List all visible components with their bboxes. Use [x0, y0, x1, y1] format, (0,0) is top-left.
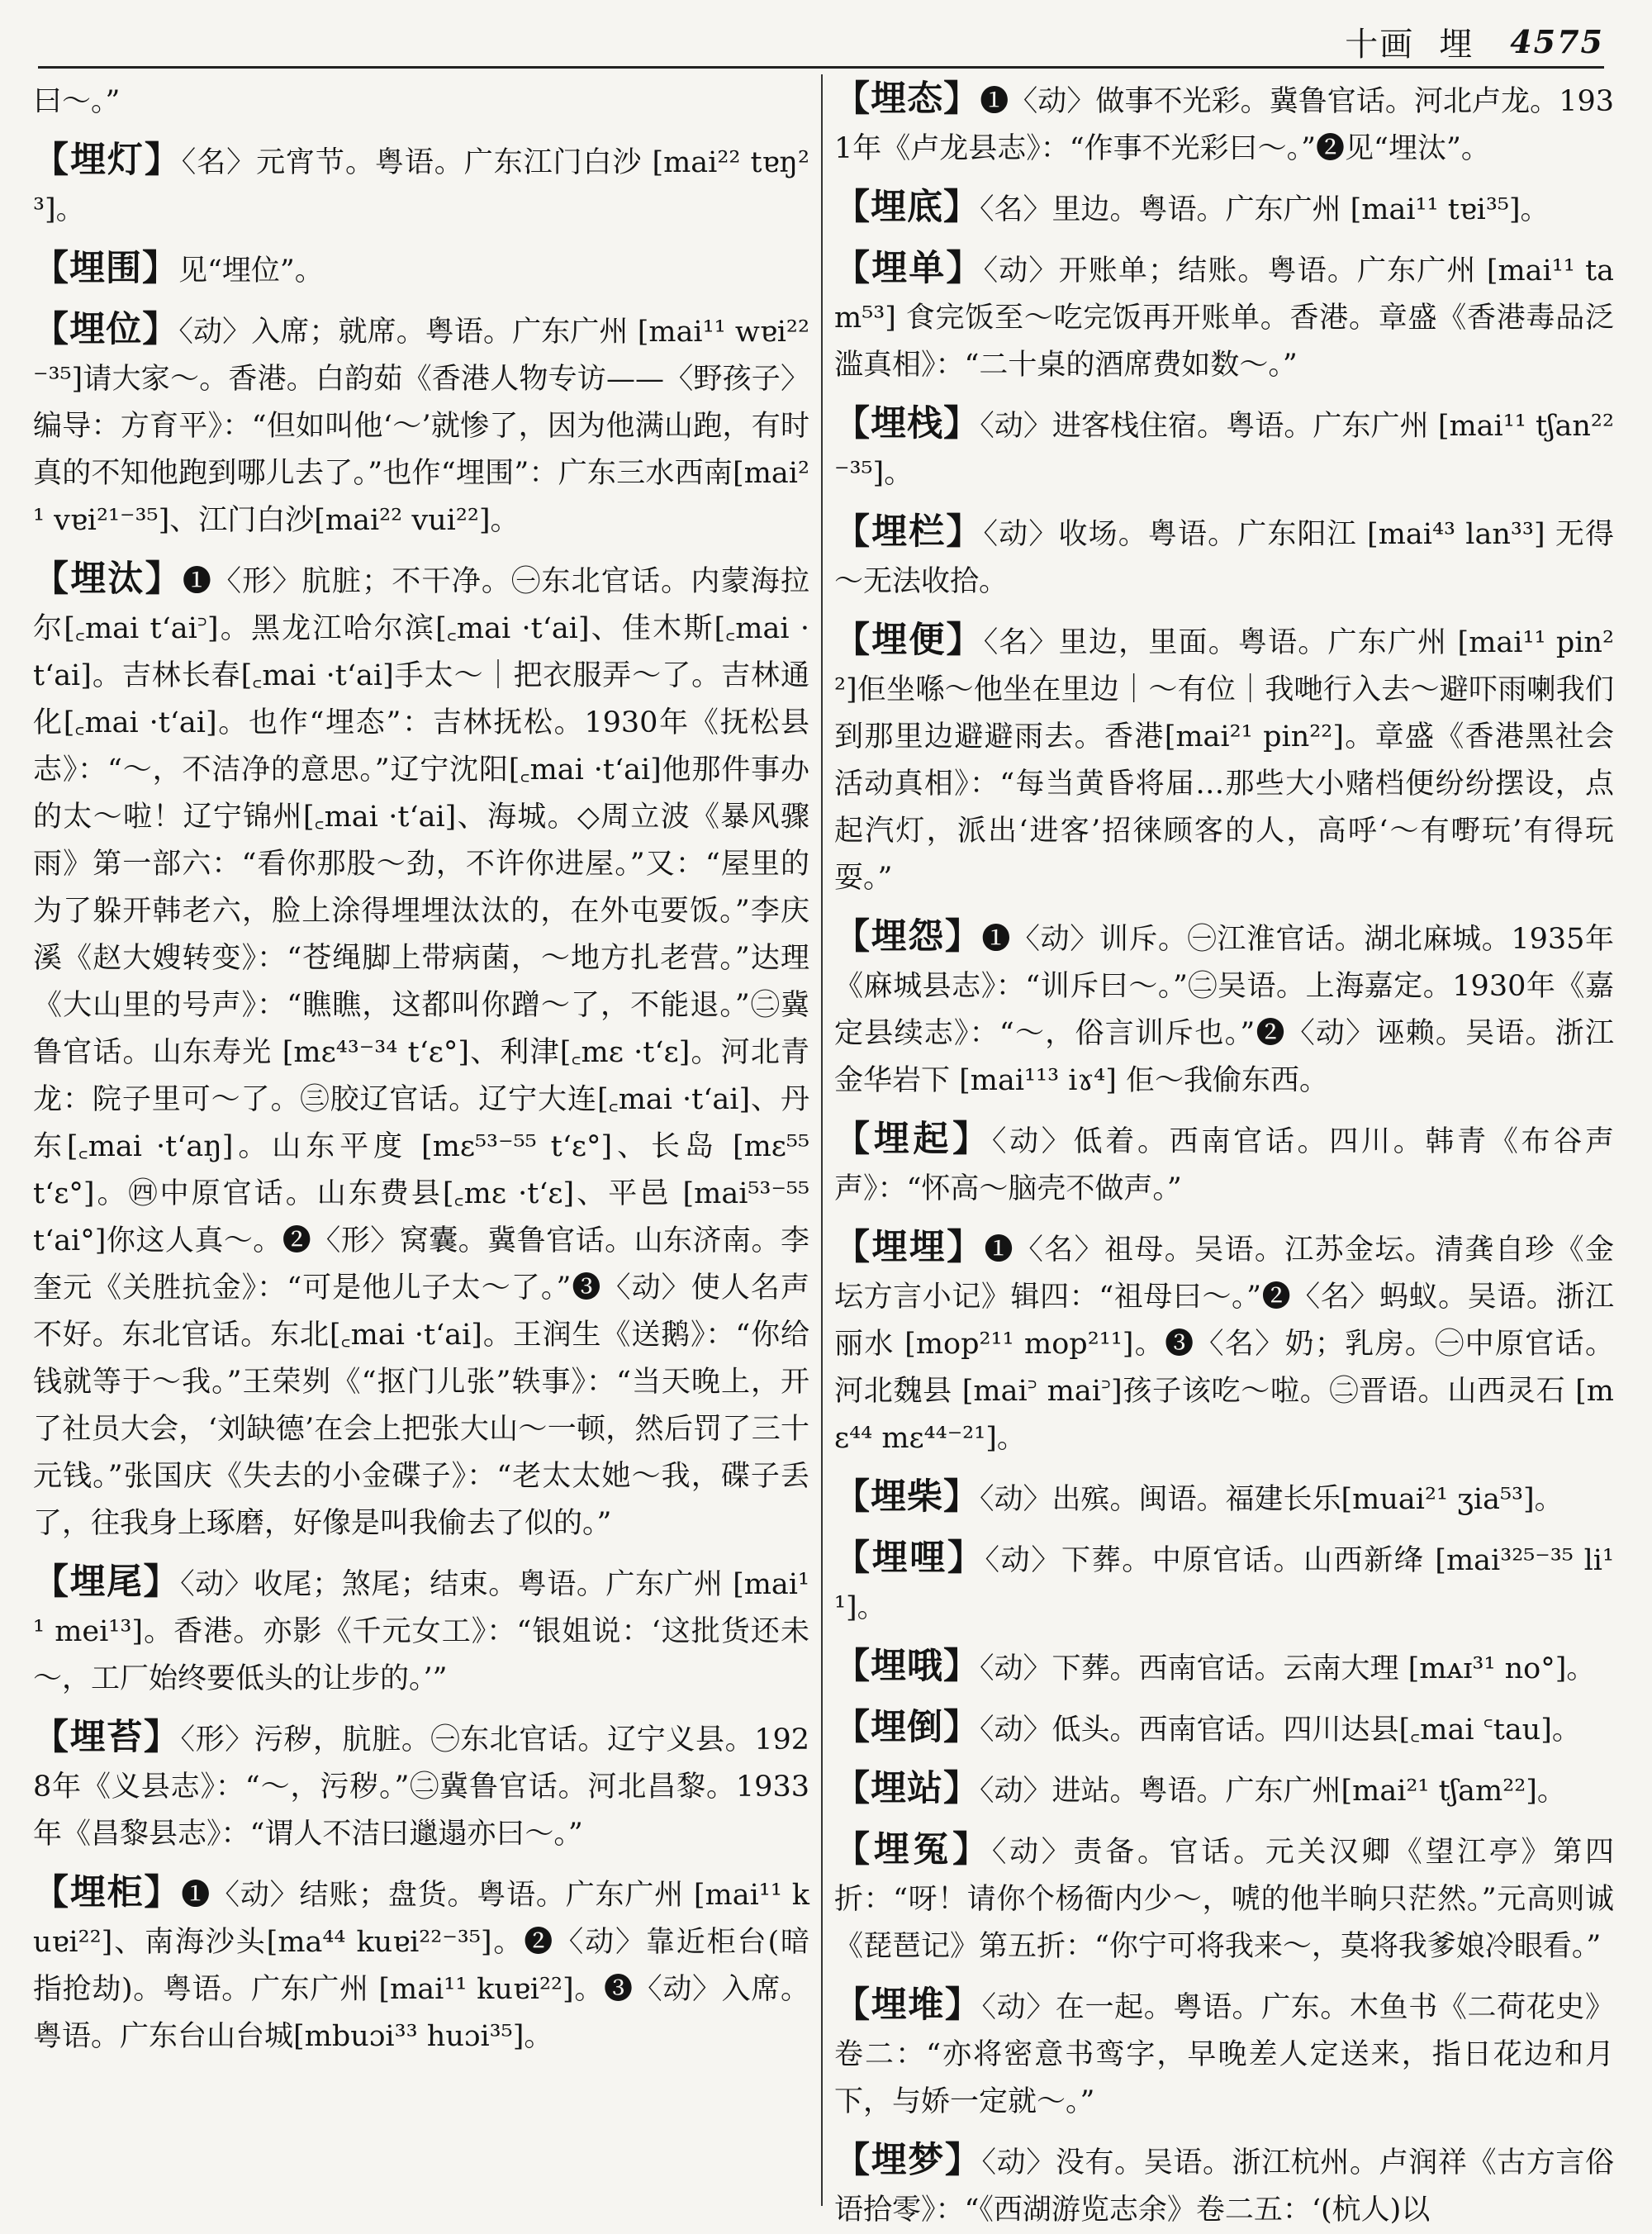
definition: 〈动〉进客栈住宿。粤语。广东广州 [mai¹¹ tʃan²²⁻³⁵]。: [834, 410, 1614, 490]
dictionary-entry: [33, 245, 809, 295]
headword: 【埋底】: [834, 187, 980, 228]
headword: 【埋怨】: [834, 916, 982, 958]
definition: 〈名〉里边。粤语。广东广州 [mai¹¹ tɐi³⁵]。: [980, 193, 1550, 226]
dictionary-entry: [33, 76, 809, 126]
page-number: 4575: [1510, 22, 1604, 60]
headword: 【埋态】: [834, 78, 980, 120]
dictionary-entry: [33, 137, 809, 234]
definition: 〈形〉污秽，肮脏。㊀东北官话。辽宁义县。1928年《义县志》：“～，污秽。”㊁冀鲁官话。河北昌黎。1933年《昌黎县志》：“谓人不洁曰邋遢亦曰～。”: [33, 1723, 809, 1851]
dictionary-entry: [834, 2137, 1614, 2234]
definition: 〈动〉收尾；煞尾；结束。粤语。广东广州 [mai¹¹ mei¹³]。香港。亦影《千元女工》：“银姐说：‘这批货还未～，工厂始终要低头的让步的。’”: [33, 1568, 810, 1695]
headword: 【埋位】: [33, 309, 179, 350]
headword: 【埋堆】: [834, 1984, 982, 2026]
dictionary-entry: [834, 1827, 1614, 1970]
headword: 【埋站】: [834, 1768, 980, 1809]
header-character: 埋: [1439, 25, 1474, 64]
dictionary-entry: [33, 1559, 809, 1703]
definition: 〈动〉下葬。中原官话。山西新绛 [mai³²⁵⁻³⁵ li¹¹]。: [834, 1544, 1615, 1624]
definition: 〈动〉没有。吴语。浙江杭州。卢润祥《古方言俗语拾零》：“《西湖游览志余》卷二五：‘(杭人)以: [834, 2146, 1614, 2227]
definition: ❶〈动〉做事不光彩。冀鲁官话。河北卢龙。1931年《卢龙县志》：“作事不光彩曰～。”❷见“埋汰”。: [834, 85, 1614, 165]
dictionary-entry: [834, 401, 1614, 497]
definition: ❶〈动〉结账；盘货。粤语。广东广州 [mai¹¹ kuɐi²²]、南海沙头[ma⁴⁴ kuɐi²²⁻³⁵]。❷〈动〉靠近柜台(暗指抢劫)。粤语。广东广州 [mai¹¹ kuɐi²²]。❸〈动〉入席。粤语。广东台山台城[mbuɔi³³ huɔi³⁵]。: [33, 1879, 809, 2053]
definition: 〈动〉入席；就席。粤语。广东广州 [mai¹¹ wɐi²²⁻³⁵]请大家～。香港。白韵茹《香港人物专访——〈野孩子〉编导：方育平》：“但如叫他‘～’就惨了，因为他满山跑，有时真的不知他跑到哪儿去了。”也作“埋围”：广东三水西南[mai²¹ vɐi²¹⁻³⁵]、江门白沙[mai²² vui²²]。: [33, 316, 809, 537]
dictionary-entry: [834, 1535, 1614, 1632]
right-column: [834, 76, 1615, 2227]
definition: 〈动〉开账单；结账。粤语。广东广州 [mai¹¹ tam⁵³] 食完饭至～吃完饭再开账单。香港。章盛《香港毒品泛滥真相》：“二十桌的酒席费如数～。”: [834, 254, 1615, 382]
definition: 〈动〉在一起。粤语。广东。木鱼书《二荷花史》卷二：“亦将密意书鸾字，早晚差人定送来，指日花边和月下，与娇一定就～。”: [834, 1991, 1614, 2118]
headword: 【埋梦】: [834, 2140, 982, 2181]
dictionary-entry: [834, 1116, 1614, 1213]
page-header: [826, 15, 1604, 68]
headword: 【埋围】: [33, 248, 178, 289]
headword: 【埋起】: [834, 1119, 992, 1160]
header-rule: [38, 66, 1604, 69]
dictionary-entry: [834, 245, 1614, 389]
dictionary-entry: [33, 307, 809, 544]
headword: 【埋苔】: [33, 1717, 181, 1758]
definition: 〈动〉责备。官话。元关汉卿《望江亭》第四折：“呀！请你个杨衙内少～，唬的他半晌只茫然。”元高则诚《琵琶记》第五折：“你宁可将我来～，莫将我爹娘冷眼看。”: [834, 1836, 1614, 1963]
dictionary-entry: [834, 1704, 1614, 1754]
dictionary-entry: [33, 1714, 809, 1858]
definition: 〈名〉元宵节。粤语。广东江门白沙 [mai²² tɐŋ²³]。: [33, 146, 809, 226]
definition: 〈动〉低头。西南官话。四川达县[꜀mai ꜂tau]。: [980, 1714, 1581, 1747]
dictionary-entry: [33, 556, 809, 1547]
headword: 【埋单】: [834, 248, 984, 289]
dictionary-entry: [834, 1766, 1614, 1815]
definition: 〈名〉里边，里面。粤语。广东广州 [mai¹¹ pin²²]佢坐喺～他坐在里边｜～有位｜我哋行入去～避吓雨喇我们到那里边避避雨去。香港[mai²¹ pin²²]。章盛《香港黑社会活动真相》：“每当黄昏将届…那些大小赌档便纷纷摆设，点起汽灯，派出‘进客’招徕顾客的人，高呼‘～有嘢玩’有得玩耍。”: [834, 626, 1615, 895]
definition: ❶〈形〉肮脏；不干净。㊀东北官话。内蒙海拉尔[꜀mai t‘ai꜄]。黑龙江哈尔滨[꜀mai ·t‘ai]、佳木斯[꜀mai ·t‘ai]。吉林长春[꜀mai ·t‘ai]手太～｜把衣服弄～了。吉林通化[꜀mai ·t‘ai]。也作“埋态”：吉林抚松。1930年《抚松县志》：“～，不洁净的意思。”辽宁沈阳[꜀mai ·t‘ai]他那件事办的太～啦！辽宁锦州[꜀mai ·t‘ai]、海城。◇周立波《暴风骤雨》第一部六：“看你那股～劲，不许你进屋。”又：“屋里的为了躲开韩老六，脸上涂得埋埋汰汰的，在外屯要饭。”李庆溪《赵大嫂转变》：“苍绳脚上带病菌，～地方扎老营。”达理《大山里的号声》：“瞧瞧，这都叫你蹭～了，不能退。”㊁冀鲁官话。山东寿光 [mɛ⁴³⁻³⁴ t‘ɛ°]、利津[꜀mɛ ·t‘ɛ]。河北青龙：院子里可～了。㊂胶辽官话。辽宁大连[꜀mai ·t‘ai]、丹东[꜀mai ·t‘aŋ]。山东平度 [mɛ⁵³⁻⁵⁵ t‘ɛ°]、长岛 [mɛ⁵⁵ t‘ɛ°]。㊃中原官话。山东费县[꜀mɛ ·t‘ɛ]、平邑 [mai⁵³⁻⁵⁵ t‘ai°]你这人真～。❷〈形〉窝囊。冀鲁官话。山东济南。李奎元《关胜抗金》：“可是他儿子太～了。”❸〈动〉使人名声不好。东北官话。东北[꜀mai ·t‘ai]。王润生《送鹅》：“你给钱就等于～我。”王荣刿《“抠门儿张”轶事》：“当天晚上，开了社员大会，‘刘缺德’在会上把张大山～一顿，然后罚了三十元钱。”张国庆《失去的小金碟子》：“老太太她～我，碟子丢了，往我身上琢磨，好像是叫我偷去了似的。”: [33, 565, 809, 1540]
dictionary-entry: [834, 1982, 1614, 2126]
headword: 【埋灯】: [33, 140, 182, 181]
dictionary-entry: [33, 1870, 809, 2061]
definition: 〈动〉进站。粤语。广东广州[mai²¹ tʃam²²]。: [980, 1775, 1566, 1808]
headword: 【埋栏】: [834, 511, 984, 553]
definition: 〈动〉低着。西南官话。四川。韩青《布谷声声》：“怀高～脑壳不做声。”: [834, 1125, 1614, 1205]
headword: 【埋尾】: [33, 1561, 181, 1603]
headword: 【埋汰】: [33, 558, 183, 600]
definition: ❶〈动〉训斥。㊀江淮官话。湖北麻城。1935年《麻城县志》：“训斥曰～。”㊁吴语。上海嘉定。1930年《嘉定县续志》：“～，俗言训斥也。”❷〈动〉诬赖。吴语。浙江金华岩下 [mai¹¹³ iɤ⁴] 佢～我偷东西。: [834, 923, 1614, 1097]
definition: 〈动〉出殡。闽语。福建长乐[muai²¹ ʒia⁵³]。: [980, 1483, 1564, 1516]
dictionary-entry: [834, 184, 1614, 234]
dictionary-entry: [834, 1224, 1614, 1462]
headword: 【埋柜】: [33, 1872, 182, 1913]
dictionary-entry: [834, 76, 1614, 173]
column-divider: [821, 74, 823, 2206]
left-column: [33, 76, 809, 2208]
headword: 【埋倒】: [834, 1707, 980, 1748]
dictionary-entry: [834, 1643, 1614, 1693]
dictionary-entry: [834, 617, 1614, 902]
header-section: 十画: [1345, 25, 1415, 64]
headword: 【埋埋】: [834, 1227, 985, 1268]
definition: 〈动〉收场。粤语。广东阳江 [mai⁴³ lan³³] 无得～无法收拾。: [834, 518, 1614, 598]
dictionary-entry: [834, 914, 1614, 1105]
definition: ❶〈名〉祖母。吴语。江苏金坛。清龚自珍《金坛方言小记》辑四：“祖母曰～。”❷〈名〉蚂蚁。吴语。浙江丽水 [mop²¹¹ mop²¹¹]。❸〈名〉奶；乳房。㊀中原官话。河北魏县 [mai꜄ mai꜄]孩子该吃～啦。㊁晋语。山西灵石 [mɛ⁴⁴ mɛ⁴⁴⁻²¹]。: [834, 1233, 1614, 1455]
headword: 【埋便】: [834, 620, 984, 661]
headword: 【埋冤】: [834, 1829, 992, 1870]
dictionary-entry: [834, 509, 1614, 606]
definition: 曰～。”: [33, 85, 121, 118]
headword: 【埋栈】: [834, 403, 980, 444]
headword: 【埋哦】: [834, 1646, 980, 1687]
definition: 〈动〉下葬。西南官话。云南大理 [mᴀɪ³¹ no°]。: [980, 1652, 1596, 1685]
definition: 见“埋位”。: [178, 254, 324, 288]
headword: 【埋哩】: [834, 1538, 985, 1579]
headword: 【埋柴】: [834, 1476, 980, 1518]
dictionary-entry: [834, 1474, 1614, 1523]
